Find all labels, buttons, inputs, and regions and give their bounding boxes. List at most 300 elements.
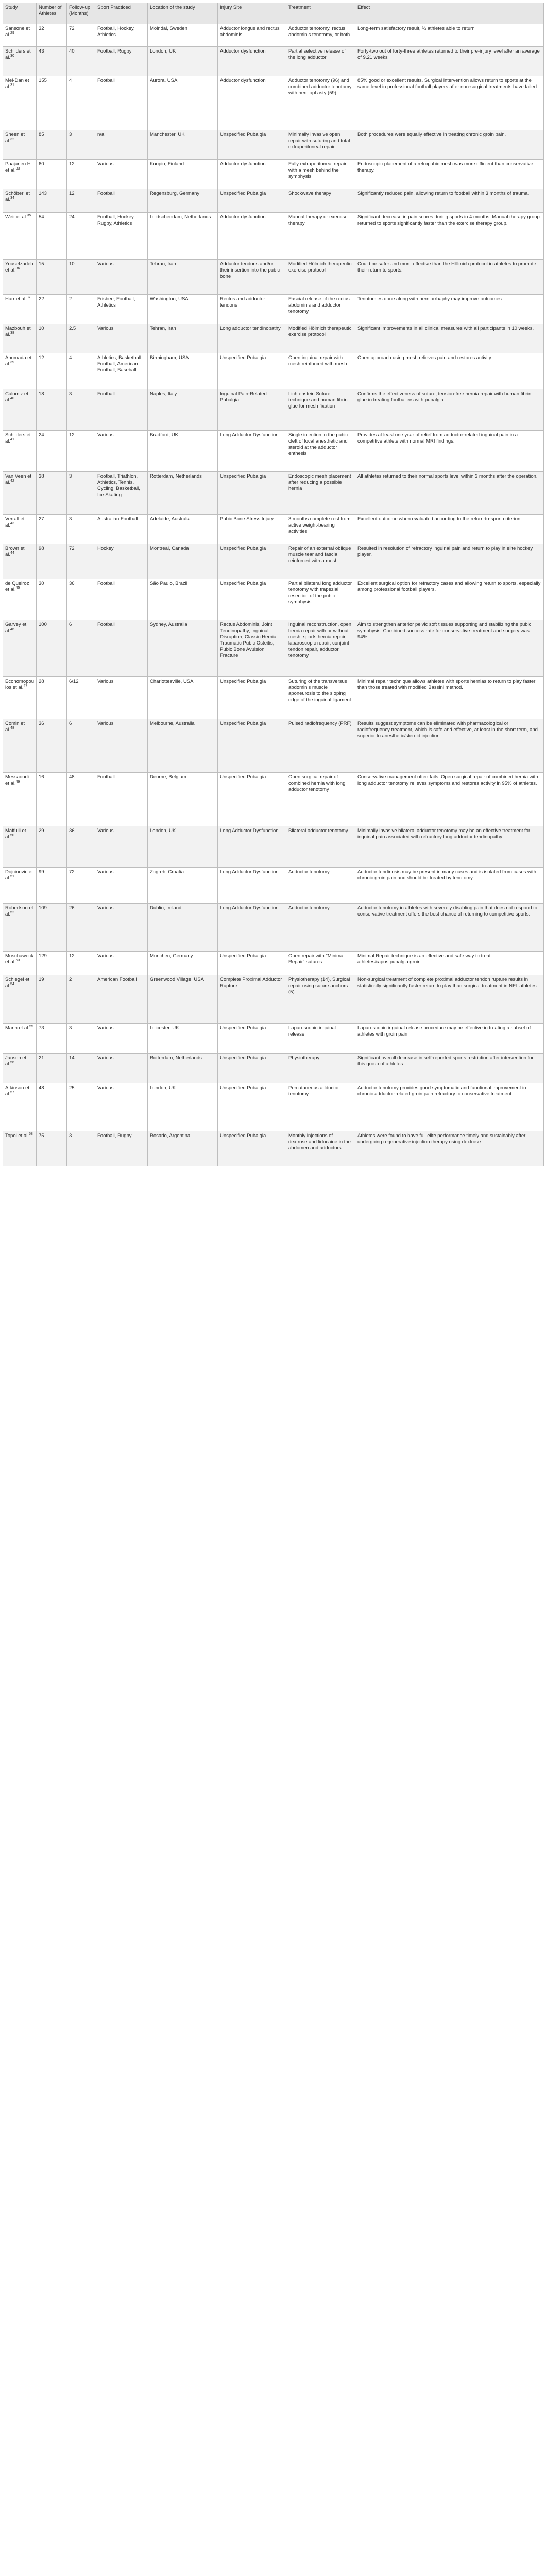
location-cell <box>148 515 218 544</box>
treatment-cell <box>286 76 355 130</box>
followup-cell-text: 3 <box>69 1133 72 1139</box>
study-cell <box>3 620 37 677</box>
sport-cell <box>95 130 148 160</box>
followup-cell <box>67 76 95 130</box>
athletes-cell-text: 143 <box>39 191 47 196</box>
injury-site-cell <box>218 719 286 773</box>
sport-cell-text: Football <box>97 191 115 196</box>
sport-cell-text: n/a <box>97 132 105 138</box>
athletes-cell-text: 12 <box>39 355 44 361</box>
injury-site-cell-text: Unspecified Pubalgia <box>220 546 266 551</box>
athletes-cell-text: 30 <box>39 581 44 586</box>
effect-cell <box>355 431 544 472</box>
table-row <box>3 295 544 324</box>
location-cell-text: Rotterdam, Netherlands <box>150 473 202 479</box>
location-cell-text: Manchester, UK <box>150 132 185 138</box>
location-cell <box>148 47 218 76</box>
treatment-cell-text: Single injection in the pubic cleft of local anesthetic and steroid at the adductor enthesis <box>288 432 348 456</box>
sport-cell <box>95 1083 148 1131</box>
effect-cell <box>355 472 544 515</box>
athletes-cell <box>37 1024 67 1054</box>
sport-cell-text: Various <box>97 953 114 959</box>
study-cell <box>3 353 37 389</box>
reference-number: 39 <box>10 360 14 364</box>
location-cell <box>148 975 218 1024</box>
reference-number: 51 <box>10 874 14 878</box>
study-cell <box>3 1054 37 1083</box>
table-row <box>3 160 544 189</box>
followup-cell-text: 25 <box>69 1085 75 1091</box>
injury-site-cell <box>218 295 286 324</box>
injury-site-cell-text: Rectus and adductor tendons <box>220 296 265 308</box>
sport-cell <box>95 719 148 773</box>
location-cell <box>148 719 218 773</box>
header-study: Study <box>3 3 37 24</box>
treatment-cell <box>286 515 355 544</box>
sport-cell-text: Australian Football <box>97 516 138 522</box>
reference-number: 58 <box>28 1132 33 1136</box>
athletes-cell <box>37 1131 67 1166</box>
treatment-cell-text: Open surgical repair of combined hernia with long adductor tenotomy <box>288 774 346 792</box>
followup-cell <box>67 544 95 579</box>
followup-cell <box>67 189 95 213</box>
athletes-cell-text: 109 <box>39 905 47 911</box>
athletes-cell-text: 32 <box>39 26 44 31</box>
effect-cell <box>355 260 544 295</box>
location-cell <box>148 189 218 213</box>
location-cell-text: Kuopio, Finland <box>150 161 184 167</box>
injury-site-cell-text: Unspecified Pubalgia <box>220 679 266 684</box>
athletes-cell-text: 129 <box>39 953 47 959</box>
study-cell-text: Van Veen et al. <box>5 473 32 485</box>
treatment-cell-text: Modified Hölmich therapeutic exercise protocol <box>288 326 352 337</box>
sport-cell-text: Various <box>97 261 114 267</box>
location-cell-text: Naples, Italy <box>150 391 177 397</box>
reference-number: 41 <box>10 437 14 442</box>
athletes-cell-text: 24 <box>39 432 44 438</box>
sport-cell <box>95 389 148 431</box>
study-cell-text: Schlegel et al. <box>5 977 30 989</box>
sport-cell <box>95 431 148 472</box>
table-row <box>3 952 544 975</box>
effect-cell-text: Conservative management often fails. Open surgical repair of combined hernia with long adductor tenotomy relieves symptoms and restores activity in 95% of athletes. <box>357 774 538 786</box>
injury-site-cell-text: Unspecified Pubalgia <box>220 132 266 138</box>
table-row <box>3 189 544 213</box>
study-cell-text: Paajanen H et al. <box>5 161 31 173</box>
athletes-cell <box>37 431 67 472</box>
injury-site-cell <box>218 213 286 260</box>
treatment-cell <box>286 719 355 773</box>
effect-cell-text: 85% good or excellent results. Surgical intervention allows return to sports at the same level in professional football players after non-surgical treatments have failed. <box>357 78 538 90</box>
table-row <box>3 213 544 260</box>
location-cell-text: London, UK <box>150 1085 176 1091</box>
followup-cell-text: 3 <box>69 391 72 397</box>
effect-cell-text: Minimally invasive bilateral adductor tenotomy may be an effective treatment for inguinal pain associated with refractory long adductor tendinopathy. <box>357 828 531 840</box>
location-cell <box>148 389 218 431</box>
followup-cell-text: 4 <box>69 355 72 361</box>
effect-cell <box>355 579 544 620</box>
sport-cell-text: Football, Rugby <box>97 1133 132 1139</box>
sport-cell <box>95 295 148 324</box>
table-row <box>3 47 544 76</box>
athletes-cell <box>37 260 67 295</box>
study-cell <box>3 213 37 260</box>
treatment-cell <box>286 213 355 260</box>
injury-site-cell-text: Adductor dysfunction <box>220 48 266 54</box>
sport-cell <box>95 260 148 295</box>
sport-cell <box>95 189 148 213</box>
athletes-cell <box>37 324 67 353</box>
header-effect: Effect <box>355 3 544 24</box>
followup-cell <box>67 719 95 773</box>
athletes-cell-text: 48 <box>39 1085 44 1091</box>
effect-cell-text: Adductor tenotomy provides good symptomatic and functional improvement in chronic adductor-related groin pain refractory to conservative treatment. <box>357 1085 526 1097</box>
sport-cell-text: American Football <box>97 977 137 982</box>
effect-cell <box>355 620 544 677</box>
table-row <box>3 868 544 904</box>
table-row <box>3 389 544 431</box>
treatment-cell-text: Adductor tenotomy <box>288 869 330 875</box>
study-cell <box>3 76 37 130</box>
followup-cell-text: 4 <box>69 78 72 83</box>
study-cell <box>3 952 37 975</box>
followup-cell-text: 12 <box>69 953 75 959</box>
injury-site-cell-text: Unspecified Pubalgia <box>220 1133 266 1139</box>
sport-cell <box>95 160 148 189</box>
effect-cell <box>355 295 544 324</box>
followup-cell <box>67 24 95 47</box>
sport-cell-text: Various <box>97 1055 114 1061</box>
followup-cell-text: 14 <box>69 1055 75 1061</box>
header-followup: Follow-up (Months) <box>67 3 95 24</box>
sport-cell-text: Various <box>97 679 114 684</box>
effect-cell <box>355 213 544 260</box>
athletes-cell <box>37 353 67 389</box>
treatment-cell <box>286 544 355 579</box>
location-cell-text: Birmingham, USA <box>150 355 189 361</box>
table-row <box>3 324 544 353</box>
effect-cell <box>355 952 544 975</box>
effect-cell-text: Both procedures were equally effective in treating chronic groin pain. <box>357 132 506 138</box>
treatment-cell-text: Laparoscopic inguinal release <box>288 1025 336 1037</box>
athletes-cell <box>37 719 67 773</box>
effect-cell <box>355 515 544 544</box>
location-cell-text: Leicester, UK <box>150 1025 179 1031</box>
study-cell <box>3 579 37 620</box>
header-treatment: Treatment <box>286 3 355 24</box>
sport-cell-text: Football, Hockey, Rugby, Athletics <box>97 214 135 226</box>
reference-number: 50 <box>10 833 14 837</box>
location-cell <box>148 1131 218 1166</box>
study-cell-text: Mazbouh et al. <box>5 326 31 337</box>
sport-cell <box>95 677 148 719</box>
athletes-cell-text: 54 <box>39 214 44 220</box>
injury-site-cell <box>218 76 286 130</box>
sport-cell <box>95 544 148 579</box>
followup-cell-text: 40 <box>69 48 75 54</box>
followup-cell-text: 36 <box>69 581 75 586</box>
followup-cell-text: 6 <box>69 721 72 726</box>
study-cell-text: Harr et al. <box>5 296 27 302</box>
injury-site-cell-text: Adductor tendons and/or their insertion into the pubic bone <box>220 261 280 279</box>
location-cell <box>148 24 218 47</box>
treatment-cell <box>286 1024 355 1054</box>
location-cell <box>148 213 218 260</box>
athletes-cell-text: 22 <box>39 296 44 302</box>
athletes-cell-text: 98 <box>39 546 44 551</box>
treatment-cell-text: Adductor tenotomy, rectus abdominis tenotomy, or both <box>288 26 350 38</box>
location-cell <box>148 544 218 579</box>
athletes-cell-text: 21 <box>39 1055 44 1061</box>
effect-cell <box>355 1054 544 1083</box>
effect-cell <box>355 719 544 773</box>
reference-number: 53 <box>15 958 20 962</box>
study-cell-text: Messaoudi et al. <box>5 774 29 786</box>
location-cell-text: London, UK <box>150 48 176 54</box>
effect-cell <box>355 868 544 904</box>
location-cell-text: Rotterdam, Netherlands <box>150 1055 202 1061</box>
effect-cell <box>355 389 544 431</box>
effect-cell-text: Adductor tenotomy in athletes with severely disabling pain that does not respond to conservative treatment offers the best chance of returning to competitive sports. <box>357 905 538 917</box>
location-cell <box>148 130 218 160</box>
location-cell-text: Tehran, Iran <box>150 326 176 331</box>
athletes-cell <box>37 24 67 47</box>
header-location: Location of the study <box>148 3 218 24</box>
sport-cell <box>95 47 148 76</box>
followup-cell <box>67 1131 95 1166</box>
study-cell-text: de Queiroz et al. <box>5 581 29 592</box>
athletes-cell <box>37 295 67 324</box>
followup-cell-text: 2 <box>69 296 72 302</box>
effect-cell-text: Aim to strengthen anterior pelvic soft tissues supporting and stabilizing the pubic symphysis. Combined success rate for conservative treatment and surgery was 94%. <box>357 622 532 640</box>
sport-cell <box>95 324 148 353</box>
study-cell <box>3 904 37 952</box>
treatment-cell-text: Suturing of the transversus abdominis muscle aponeurosis to the sloping edge of the inguinal ligament <box>288 679 351 703</box>
treatment-cell <box>286 260 355 295</box>
treatment-cell-text: Partial selective release of the long adductor <box>288 48 346 60</box>
location-cell <box>148 773 218 826</box>
followup-cell <box>67 579 95 620</box>
location-cell-text: Tehran, Iran <box>150 261 176 267</box>
location-cell <box>148 826 218 868</box>
effect-cell <box>355 1131 544 1166</box>
study-cell <box>3 324 37 353</box>
injury-site-cell-text: Pubic Bone Stress Injury <box>220 516 274 522</box>
athletes-cell-text: 28 <box>39 679 44 684</box>
sport-cell-text: Various <box>97 1085 114 1091</box>
injury-site-cell-text: Unspecified Pubalgia <box>220 774 266 780</box>
effect-cell-text: Resulted in resolution of refractory inguinal pain and return to play in elite hockey player. <box>357 546 533 557</box>
study-cell <box>3 868 37 904</box>
athletes-cell <box>37 76 67 130</box>
sport-cell <box>95 952 148 975</box>
study-cell <box>3 719 37 773</box>
athletes-cell <box>37 515 67 544</box>
followup-cell-text: 36 <box>69 828 75 834</box>
header-sport: Sport Practiced <box>95 3 148 24</box>
effect-cell-text: Athletes were found to have full elite performance timely and sustainably after undergoing regenerative injection therapy using dextrose <box>357 1133 526 1145</box>
study-cell <box>3 975 37 1024</box>
reference-number: 31 <box>10 83 14 87</box>
reference-number: 48 <box>10 726 14 730</box>
reference-number: 42 <box>10 479 14 483</box>
effect-cell <box>355 24 544 47</box>
sport-cell <box>95 472 148 515</box>
study-cell <box>3 130 37 160</box>
injury-site-cell <box>218 431 286 472</box>
athletes-cell-text: 16 <box>39 774 44 780</box>
location-cell <box>148 620 218 677</box>
injury-site-cell <box>218 826 286 868</box>
treatment-cell-text: Minimally invasive open repair with suturing and total extraperitoneal repair <box>288 132 350 150</box>
reference-number: 52 <box>10 910 14 914</box>
effect-cell <box>355 1083 544 1131</box>
treatment-cell-text: Bilateral adductor tenotomy <box>288 828 348 834</box>
athletes-cell <box>37 472 67 515</box>
reference-number: 30 <box>10 54 14 58</box>
table-row <box>3 431 544 472</box>
treatment-cell-text: Adductor tenotomy <box>288 905 330 911</box>
injury-site-cell <box>218 324 286 353</box>
treatment-cell <box>286 952 355 975</box>
study-cell <box>3 260 37 295</box>
study-cell <box>3 826 37 868</box>
effect-cell-text: Could be safer and more effective than the Hölmich protocol in athletes to promote their return to sports. <box>357 261 536 273</box>
injury-site-cell <box>218 904 286 952</box>
treatment-cell <box>286 24 355 47</box>
reference-number: 55 <box>29 1024 33 1028</box>
injury-site-cell-text: Unspecified Pubalgia <box>220 1085 266 1091</box>
injury-site-cell-text: Long adductor tendinopathy <box>220 326 281 331</box>
location-cell <box>148 952 218 975</box>
injury-site-cell <box>218 579 286 620</box>
injury-site-cell <box>218 975 286 1024</box>
table-row <box>3 1054 544 1083</box>
athletes-cell <box>37 389 67 431</box>
followup-cell-text: 3 <box>69 516 72 522</box>
athletes-cell-text: 43 <box>39 48 44 54</box>
study-cell-text: Atkinson et al. <box>5 1085 29 1097</box>
study-cell-text: Ahumada et al. <box>5 355 32 367</box>
sport-cell-text: Various <box>97 1025 114 1031</box>
athletes-cell-text: 19 <box>39 977 44 982</box>
study-cell-text: Maffulli et al. <box>5 828 26 840</box>
table-row <box>3 260 544 295</box>
athletes-cell <box>37 579 67 620</box>
study-cell-text: Garvey et al. <box>5 622 27 634</box>
treatment-cell <box>286 677 355 719</box>
injury-site-cell <box>218 47 286 76</box>
injury-site-cell <box>218 1083 286 1131</box>
table-row <box>3 1083 544 1131</box>
sport-cell-text: Football, Triathlon, Athletics, Tennis, Cycling, Basketball, Ice Skating <box>97 473 140 498</box>
injury-site-cell-text: Unspecified Pubalgia <box>220 953 266 959</box>
study-cell-text: Schilders et al. <box>5 432 31 444</box>
study-cell-text: Mei-Dan et al. <box>5 78 29 90</box>
study-cell-text: Schöberl et al. <box>5 191 30 202</box>
athletes-cell <box>37 130 67 160</box>
effect-cell-text: Long-term satisfactory result, ¾ athletes able to return <box>357 26 475 31</box>
followup-cell-text: 24 <box>69 214 75 220</box>
athletes-cell <box>37 975 67 1024</box>
treatment-cell-text: Manual therapy or exercise therapy <box>288 214 348 226</box>
table-row <box>3 579 544 620</box>
study-cell-text: Topol et al. <box>5 1133 29 1139</box>
followup-cell-text: 48 <box>69 774 75 780</box>
athletes-cell <box>37 952 67 975</box>
athletes-cell <box>37 773 67 826</box>
treatment-cell <box>286 904 355 952</box>
table-row <box>3 773 544 826</box>
effect-cell-text: Open approach using mesh relieves pain and restores activity. <box>357 355 492 361</box>
study-cell <box>3 677 37 719</box>
athletes-cell <box>37 1054 67 1083</box>
sport-cell-text: Football <box>97 78 115 83</box>
location-cell <box>148 579 218 620</box>
study-cell-text: Mann et al. <box>5 1025 29 1031</box>
reference-number: 29 <box>10 31 14 35</box>
location-cell <box>148 295 218 324</box>
sport-cell <box>95 1054 148 1083</box>
effect-cell <box>355 826 544 868</box>
study-cell <box>3 295 37 324</box>
athletes-cell-text: 27 <box>39 516 44 522</box>
injury-site-cell-text: Adductor dysfunction <box>220 214 266 220</box>
study-cell-text: Yousefzadeh et al. <box>5 261 33 273</box>
followup-cell <box>67 160 95 189</box>
followup-cell <box>67 620 95 677</box>
location-cell-text: Bradford, UK <box>150 432 178 438</box>
injury-site-cell <box>218 472 286 515</box>
treatment-cell-text: Physiotherapy (14), Surgical repair using suture anchors (5) <box>288 977 350 995</box>
sport-cell <box>95 213 148 260</box>
reference-number: 47 <box>23 684 28 688</box>
sport-cell-text: Football <box>97 622 115 628</box>
sport-cell-text: Athletics, Basketball, Football, American Football, Baseball <box>97 355 143 373</box>
sport-cell-text: Football <box>97 774 115 780</box>
effect-cell <box>355 773 544 826</box>
treatment-cell <box>286 47 355 76</box>
sport-cell <box>95 975 148 1024</box>
location-cell-text: Greenwood Village, USA <box>150 977 204 982</box>
injury-site-cell <box>218 544 286 579</box>
injury-site-cell <box>218 1024 286 1054</box>
treatment-cell-text: Lichtenstein Suture technique and human fibrin glue for mesh fixation <box>288 391 348 409</box>
effect-cell-text: Laparoscopic inguinal release procedure may be effective in treating a subset of athletes with groin pain. <box>357 1025 531 1037</box>
sport-cell <box>95 515 148 544</box>
location-cell <box>148 904 218 952</box>
table-row <box>3 719 544 773</box>
effect-cell <box>355 1024 544 1054</box>
reference-number: 33 <box>15 166 20 171</box>
treatment-cell-text: Open inguinal repair with mesh reinforced with mesh <box>288 355 347 367</box>
reference-number: 35 <box>27 213 31 217</box>
injury-site-cell-text: Unspecified Pubalgia <box>220 721 266 726</box>
location-cell-text: Washington, USA <box>150 296 189 302</box>
reference-number: 37 <box>26 295 31 299</box>
reference-number: 34 <box>10 196 14 200</box>
study-cell <box>3 1131 37 1166</box>
athletes-cell <box>37 1083 67 1131</box>
treatment-cell-text: Fully extraperitoneal repair with a mesh behind the symphysis <box>288 161 347 179</box>
athletes-cell-text: 60 <box>39 161 44 167</box>
table-row <box>3 544 544 579</box>
treatment-cell-text: Percutaneous adductor tenotomy <box>288 1085 339 1097</box>
location-cell <box>148 353 218 389</box>
athletes-cell-text: 18 <box>39 391 44 397</box>
location-cell <box>148 1024 218 1054</box>
followup-cell-text: 26 <box>69 905 75 911</box>
